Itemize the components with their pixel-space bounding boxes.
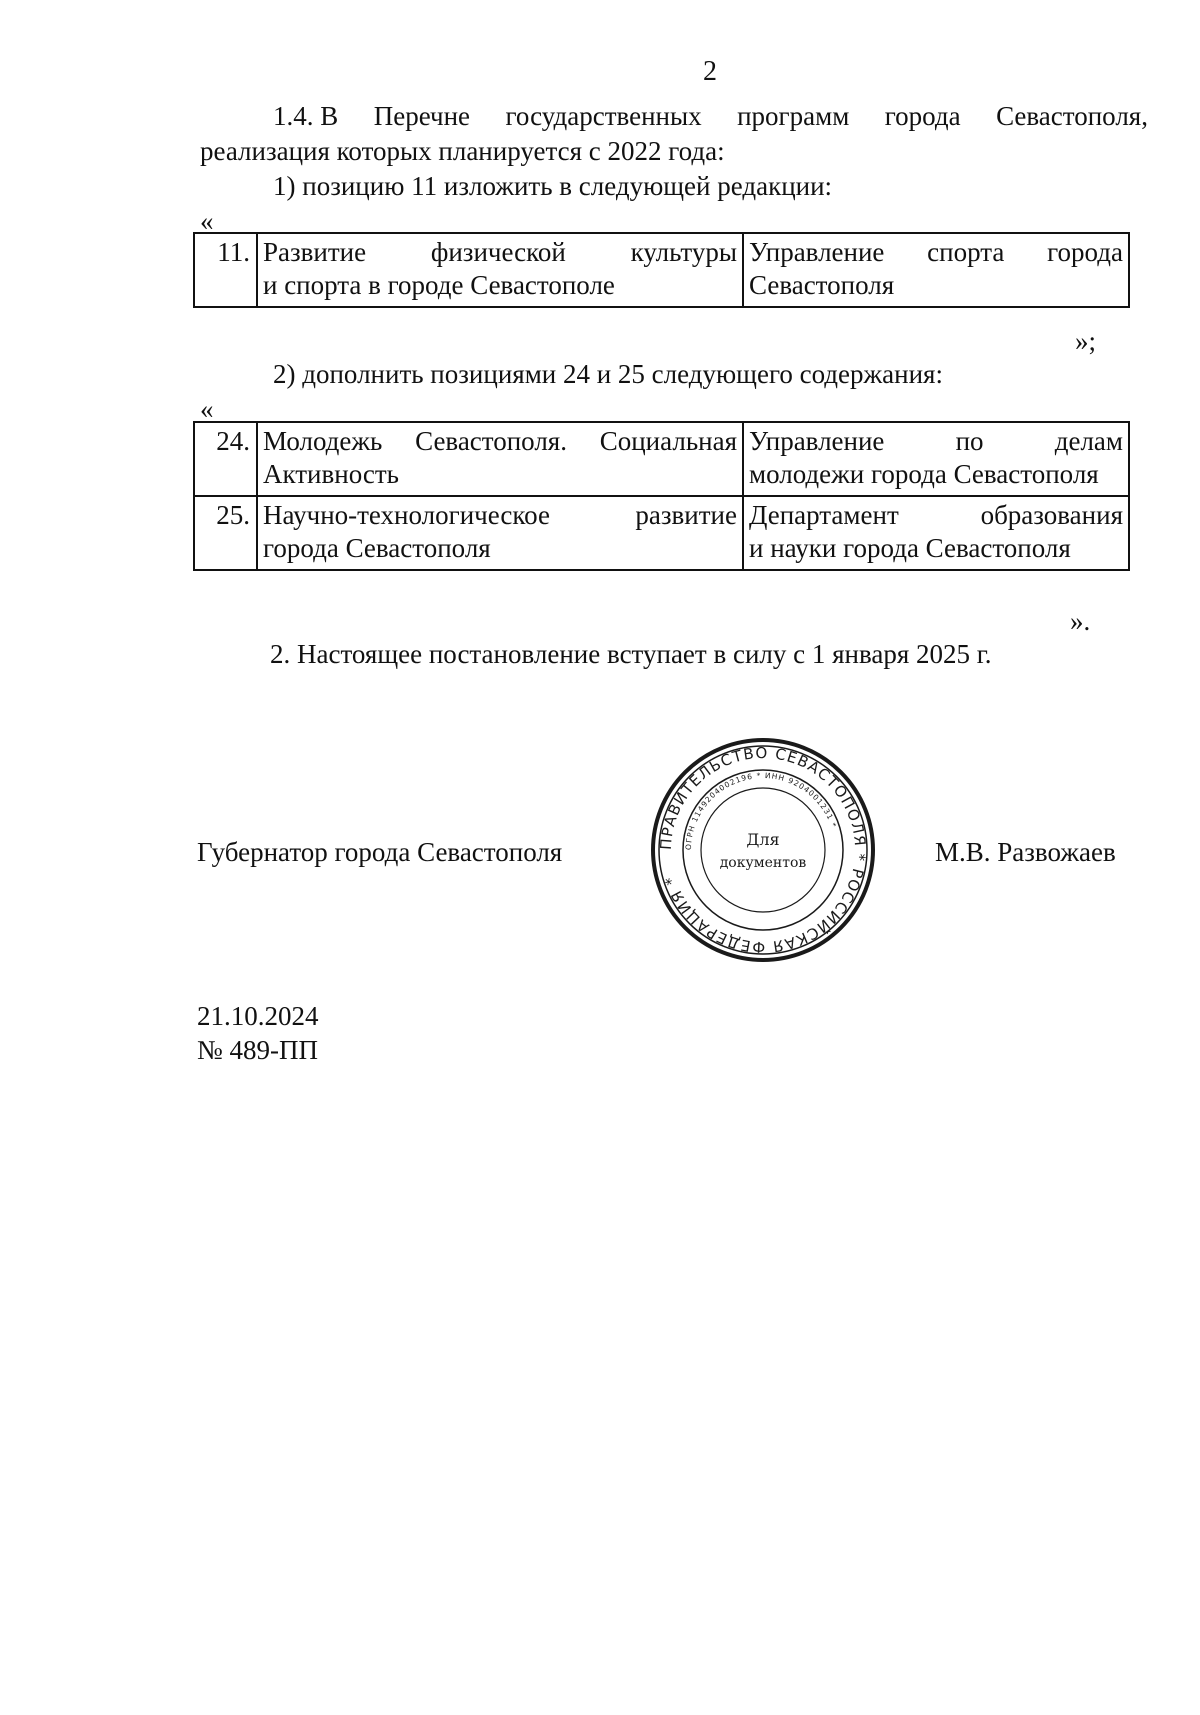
word: Управление: [749, 237, 885, 267]
word: города: [1047, 237, 1123, 267]
program-name-line2: города Севастополя: [263, 533, 491, 563]
program-name-cell: [257, 233, 743, 307]
document-number: № 489-ПП: [197, 1035, 318, 1065]
department-line2: и науки города Севастополя: [749, 533, 1071, 563]
table-row: [194, 233, 1129, 307]
seal-inner-ring: [701, 788, 825, 912]
position-number: 11.: [194, 233, 257, 307]
open-quote-1: «: [200, 206, 214, 236]
open-quote-2: «: [200, 394, 214, 424]
word: спорта: [927, 237, 1005, 267]
official-seal-stamp: [648, 735, 878, 965]
word: Научно-технологическое: [263, 500, 550, 530]
paragraph-1-4-line2: реализация которых планируется с 2022 года:: [200, 136, 725, 166]
table-row: [194, 496, 1129, 570]
close-quote-2: ».: [1070, 606, 1091, 636]
signatory-position: Губернатор города Севастополя: [197, 837, 563, 867]
paragraph-1-4-line1: [273, 100, 1148, 133]
seal-ring: [683, 770, 843, 930]
program-name-cell: [257, 496, 743, 570]
program-name-cell: [257, 422, 743, 496]
department-line1: [749, 499, 1123, 532]
word: города: [884, 101, 961, 131]
word: Департамент: [749, 500, 899, 530]
position-number: 24.: [194, 422, 257, 496]
word: Перечне: [373, 101, 471, 131]
word: 1.4. В: [273, 101, 339, 131]
word: физической: [430, 237, 566, 267]
document-date: 21.10.2024: [197, 1001, 319, 1031]
positions-table-1: [193, 232, 1130, 308]
signatory-name: М.В. Развожаев: [935, 837, 1116, 867]
paragraph-2: 2. Настоящее постановление вступает в силу с 1 января 2025 г.: [270, 639, 992, 669]
word: по: [955, 426, 984, 456]
program-name-line1: [263, 236, 737, 269]
word: делам: [1054, 426, 1123, 456]
department-cell: [743, 422, 1129, 496]
word: Севастополя.: [415, 426, 567, 456]
position-number: 25.: [194, 496, 257, 570]
positions-table-2: [193, 421, 1130, 571]
seal-outer-text: ПРАВИТЕЛЬСТВО СЕВАСТОПОЛЯ * РОССИЙСКАЯ ФЕДЕРАЦИЯ *: [656, 743, 870, 957]
item-2-intro: 2) дополнить позициями 24 и 25 следующего содержания:: [273, 359, 943, 389]
seal-center-line2: документов: [719, 855, 807, 871]
word: государственных: [505, 101, 702, 131]
word: культуры: [630, 237, 737, 267]
word: Развитие: [263, 237, 367, 267]
word: Управление: [749, 426, 885, 456]
table-row: [194, 422, 1129, 496]
seal-center-line1: Для: [746, 830, 780, 849]
close-quote-1: »;: [1075, 326, 1097, 356]
page-number: 2: [703, 56, 717, 87]
program-name-line1: [263, 499, 737, 532]
program-name-line1: [263, 425, 737, 458]
item-1-intro: 1) позицию 11 изложить в следующей редакции:: [273, 171, 833, 201]
word: Социальная: [599, 426, 737, 456]
department-cell: [743, 496, 1129, 570]
word: Молодежь: [263, 426, 383, 456]
department-line2: молодежи города Севастополя: [749, 459, 1099, 489]
department-line2: Севастополя: [749, 270, 895, 300]
department-line1: [749, 236, 1123, 269]
department-line1: [749, 425, 1123, 458]
seal-inner-text: ОГРН 1149204002196 * ИНН 9204001231 *: [683, 770, 839, 851]
word: образования: [980, 500, 1123, 530]
word: Севастополя,: [996, 101, 1148, 131]
word: развитие: [635, 500, 737, 530]
department-cell: [743, 233, 1129, 307]
program-name-line2: Активность: [263, 459, 399, 489]
word: программ: [737, 101, 850, 131]
program-name-line2: и спорта в городе Севастополе: [263, 270, 615, 300]
